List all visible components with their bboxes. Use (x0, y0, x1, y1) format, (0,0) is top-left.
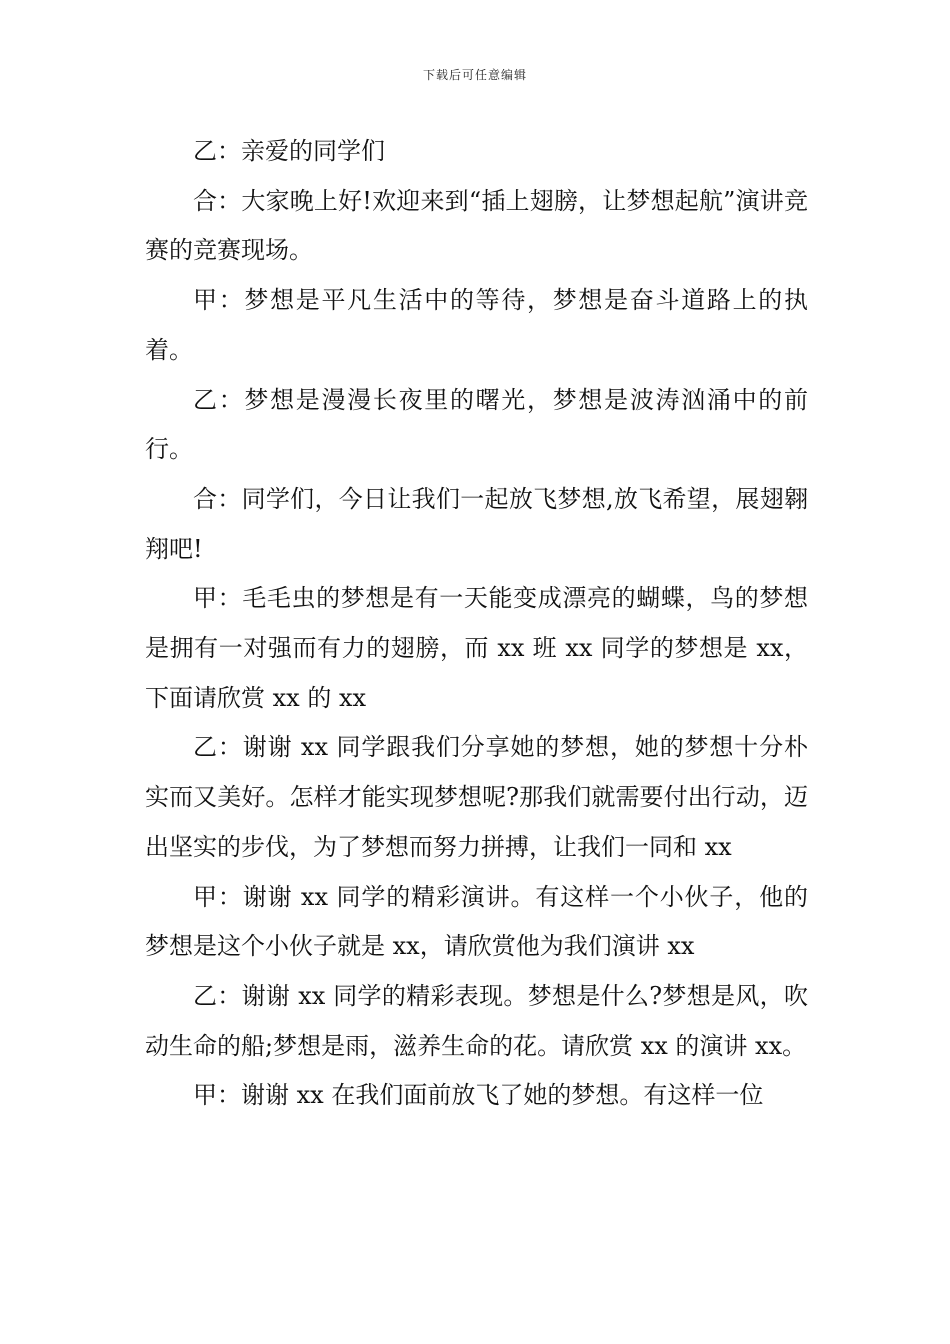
paragraph: 乙：梦想是漫漫长夜里的曙光，梦想是波涛汹涌中的前行。 (145, 385, 808, 464)
paragraph: 乙：谢谢 xx 同学的精彩表现。梦想是什么?梦想是风，吹动生命的船;梦想是雨，滋养生命的花。请欣赏 xx 的演讲 xx。 (145, 981, 808, 1060)
document-body (145, 127, 808, 1121)
paragraph: 甲：梦想是平凡生活中的等待，梦想是奋斗道路上的执着。 (145, 286, 808, 364)
page-header: 下载后可任意编辑 (422, 68, 527, 82)
paragraph: 甲：谢谢 xx 同学的精彩演讲。有这样一个小伙子，他的梦想是这个小伙子就是 xx，请欣赏他为我们演讲 xx (145, 882, 808, 961)
paragraph: 乙：谢谢 xx 同学跟我们分享她的梦想，她的梦想十分朴实而又美好。怎样才能实现梦想呢?那我们就需要付出行动，迈出坚实的步伐，为了梦想而努力拼搏，让我们一同和 xx (145, 733, 808, 861)
paragraph: 乙：亲爱的同学们 (193, 137, 385, 165)
paragraph: 甲：谢谢 xx 在我们面前放飞了她的梦想。有这样一位 (193, 1081, 764, 1110)
paragraph: 合：大家晚上好!欢迎来到“插上翅膀，让梦想起航”演讲竞赛的竞赛现场。 (145, 186, 808, 265)
paragraph: 合：同学们，今日让我们一起放飞梦想,放飞希望，展翅翱翔吧! (145, 484, 808, 563)
paragraph: 甲：毛毛虫的梦想是有一天能变成漂亮的蝴蝶，鸟的梦想是拥有一对强而有力的翅膀，而 xx 班 xx 同学的梦想是 xx，下面请欣赏 xx 的 xx (145, 584, 808, 712)
